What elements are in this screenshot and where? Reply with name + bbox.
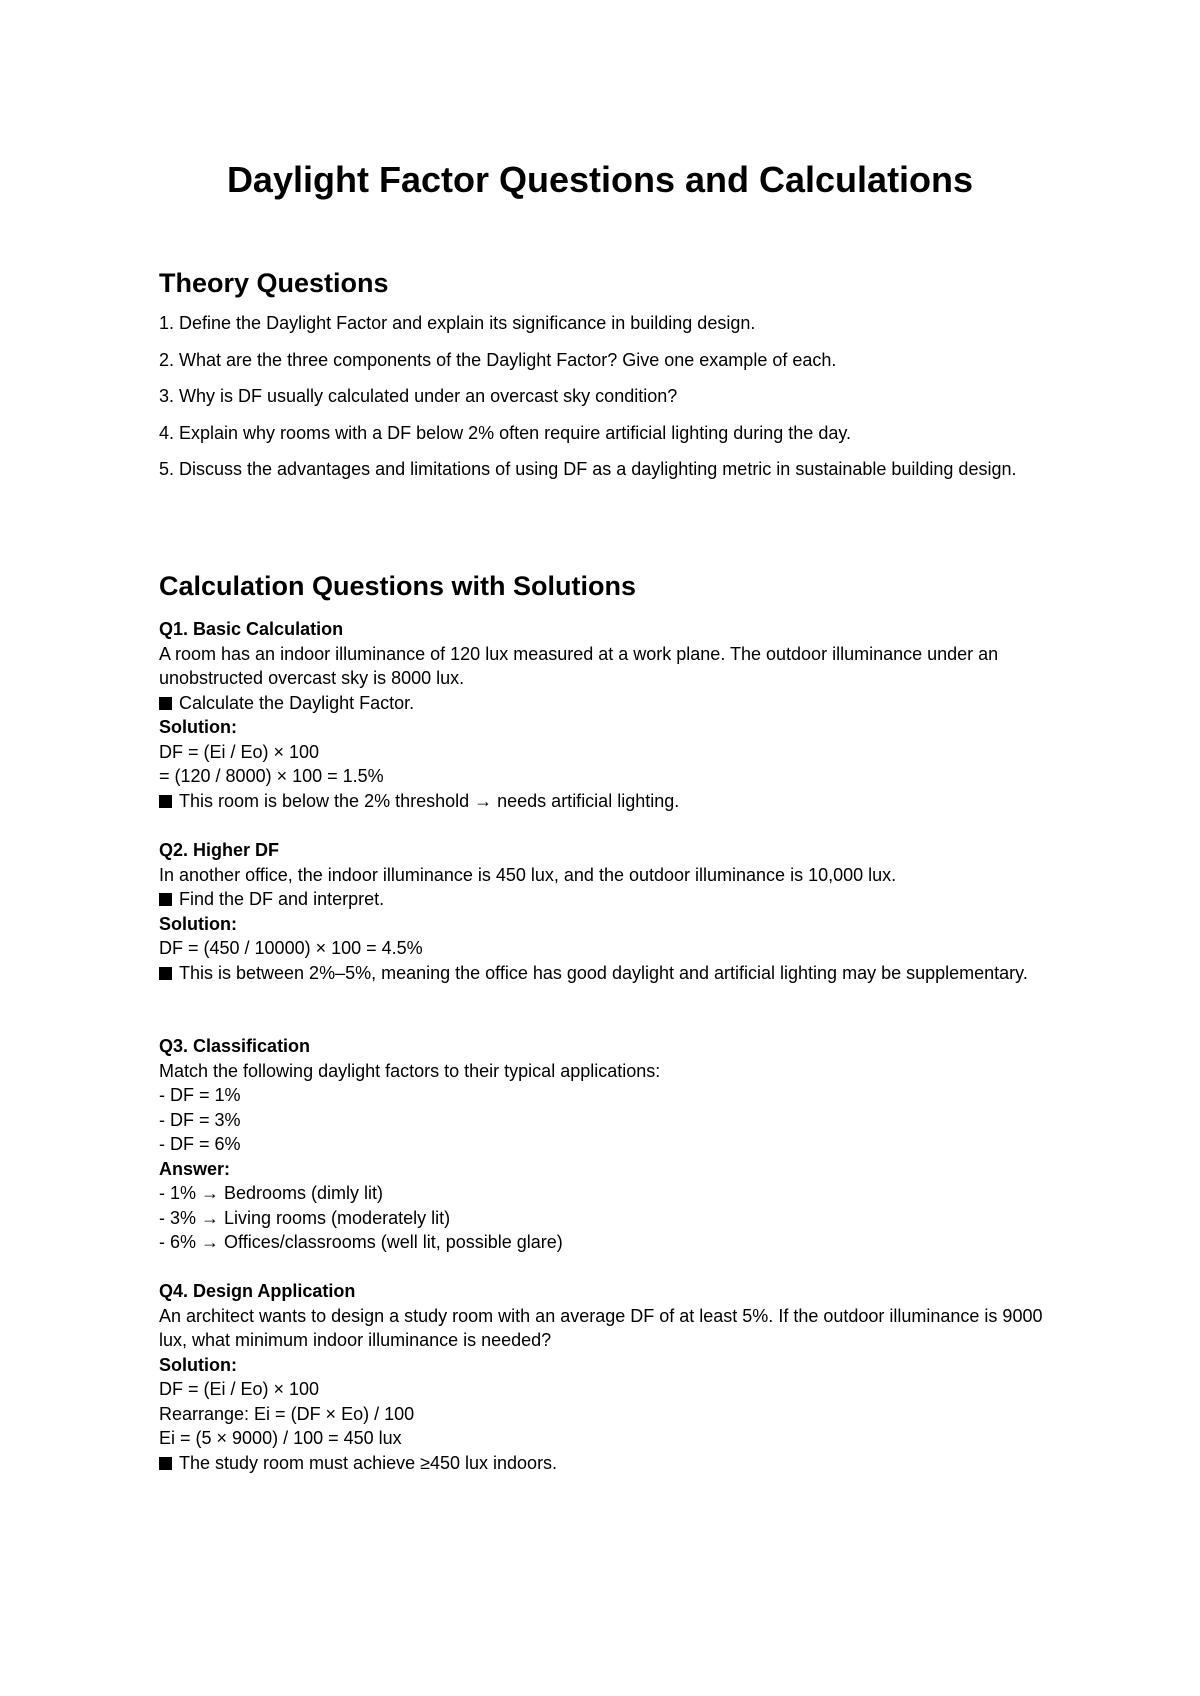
square-bullet-icon xyxy=(159,1457,172,1470)
answer-item: - 1% → Bedrooms (dimly lit) xyxy=(159,1183,384,1203)
question-statement: In another office, the indoor illuminance is 450 lux, and the outdoor illuminance is 10,000 lux. xyxy=(159,864,897,885)
solution-conclusion-text: This is between 2%–5%, meaning the office has good daylight and artificial lighting may be supplementary. xyxy=(179,962,1028,983)
solution-conclusion xyxy=(159,789,1059,814)
answer-item: - 6% → Offices/classrooms (well lit, possible glare) xyxy=(159,1232,563,1252)
question-task-text: Find the DF and interpret. xyxy=(179,889,385,909)
solution-label: Solution: xyxy=(159,913,237,934)
square-bullet-icon xyxy=(159,967,172,980)
solution-line: = (120 / 8000) × 100 = 1.5% xyxy=(159,766,384,786)
question-title: Q2. Higher DF xyxy=(159,840,280,860)
theory-question: 3. Why is DF usually calculated under an overcast sky condition? xyxy=(159,386,678,406)
question-q4 xyxy=(159,1279,1059,1475)
solution-line: Rearrange: Ei = (DF × Eo) / 100 xyxy=(159,1403,415,1424)
calculation-questions-heading: Calculation Questions with Solutions xyxy=(159,571,637,601)
theory-question: 2. What are the three components of the Daylight Factor? Give one example of each. xyxy=(159,349,837,370)
question-task xyxy=(159,691,1059,716)
solution-conclusion-text: This room is below the 2% threshold → needs artificial lighting. xyxy=(179,790,680,811)
question-title: Q3. Classification xyxy=(159,1036,311,1056)
question-q1 xyxy=(159,617,1059,813)
question-q2 xyxy=(159,838,1059,985)
solution-line: DF = (Ei / Eo) × 100 xyxy=(159,1379,320,1399)
solution-conclusion xyxy=(159,1451,1059,1476)
square-bullet-icon xyxy=(159,697,172,710)
question-statement: An architect wants to design a study room with an average DF of at least 5%. If the outdoor illuminance is 9000 lux, what minimum indoor illuminance is needed? xyxy=(159,1305,1043,1350)
question-q3 xyxy=(159,1034,1059,1255)
question-task xyxy=(159,887,1059,912)
option-item: - DF = 6% xyxy=(159,1134,241,1154)
question-title: Q1. Basic Calculation xyxy=(159,619,344,639)
solution-label: Solution: xyxy=(159,717,237,737)
question-task-text: Calculate the Daylight Factor. xyxy=(179,692,415,713)
square-bullet-icon xyxy=(159,795,172,808)
solution-conclusion-text: The study room must achieve ≥450 lux indoors. xyxy=(179,1452,558,1473)
solution-line: DF = (450 / 10000) × 100 = 4.5% xyxy=(159,938,423,958)
question-statement: A room has an indoor illuminance of 120 lux measured at a work plane. The outdoor illuminance under an unobstructed overcast sky is 8000 lux. xyxy=(159,643,999,688)
theory-questions-list xyxy=(159,311,1059,494)
solution-conclusion xyxy=(159,961,1059,986)
solution-label: Solution: xyxy=(159,1354,237,1375)
solution-line: DF = (Ei / Eo) × 100 xyxy=(159,741,320,762)
solution-line: Ei = (5 × 9000) / 100 = 450 lux xyxy=(159,1428,402,1448)
theory-question: 1. Define the Daylight Factor and explain its significance in building design. xyxy=(159,313,756,333)
answer-label: Answer: xyxy=(159,1158,231,1179)
theory-question: 5. Discuss the advantages and limitations of using DF as a daylighting metric in sustainable building design. xyxy=(159,459,1017,479)
theory-questions-heading: Theory Questions xyxy=(159,268,389,298)
question-statement: Match the following daylight factors to their typical applications: xyxy=(159,1060,661,1081)
square-bullet-icon xyxy=(159,893,172,906)
option-item: - DF = 1% xyxy=(159,1085,241,1105)
page-title: Daylight Factor Questions and Calculations xyxy=(226,159,974,200)
answer-item: - 3% → Living rooms (moderately lit) xyxy=(159,1207,451,1228)
question-title: Q4. Design Application xyxy=(159,1281,356,1301)
theory-question: 4. Explain why rooms with a DF below 2% often require artificial lighting during the day. xyxy=(159,422,852,443)
option-item: - DF = 3% xyxy=(159,1109,241,1130)
